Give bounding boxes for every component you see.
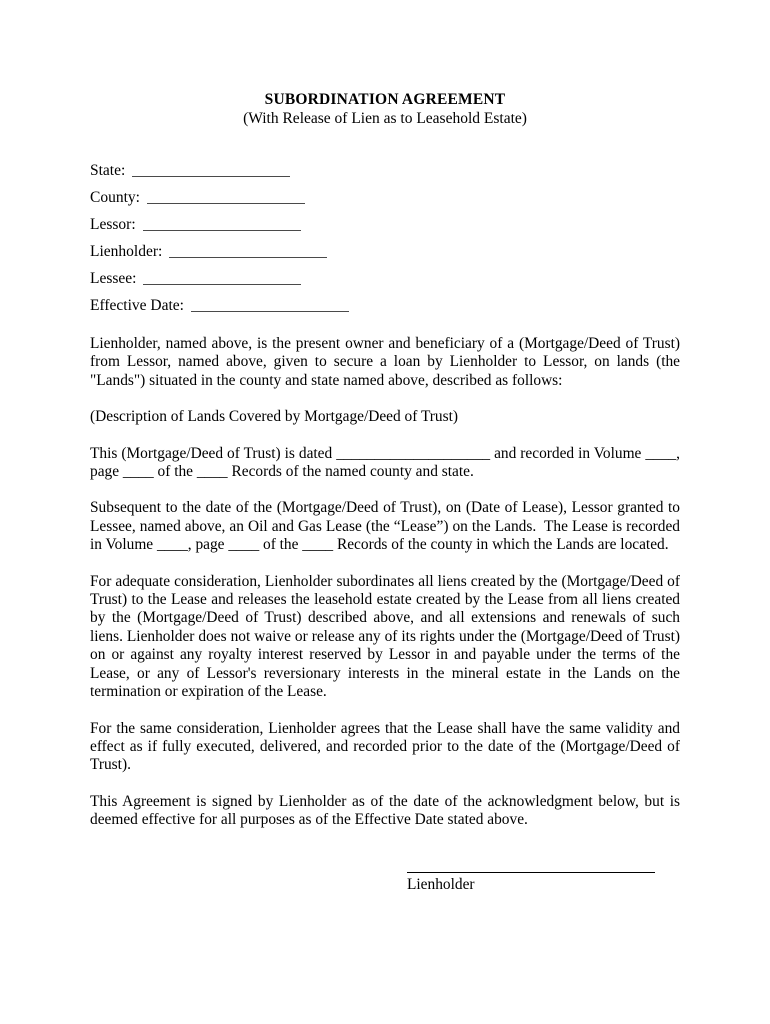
field-row-state bbox=[90, 161, 680, 180]
signature-line[interactable] bbox=[407, 872, 655, 873]
lienholder-label: Lienholder: bbox=[90, 243, 163, 260]
effective-date-label: Effective Date: bbox=[90, 297, 184, 314]
lessor-blank[interactable] bbox=[143, 217, 301, 231]
effective-date-blank[interactable] bbox=[191, 298, 349, 312]
lessee-blank[interactable] bbox=[143, 271, 301, 285]
header-fields bbox=[90, 161, 680, 315]
field-row-lienholder bbox=[90, 242, 680, 261]
signature-block bbox=[407, 872, 655, 894]
lienholder-blank[interactable] bbox=[169, 244, 327, 258]
field-row-lessor bbox=[90, 215, 680, 234]
lessee-label: Lessee: bbox=[90, 270, 137, 287]
paragraph-subordination: For adequate consideration, Lienholder subordinates all liens created by the (Mortgage/Deed of Trust) to the Lease and releases the leasehold estate created by the Lease from all liens created by the (Mortgage/Deed of Trust) described above, and all extensions and renewals of such liens. Lienholder does not waive or release any of its rights under the (Mortgage/Deed of Trust) on or against any royalty interest reserved by Lessor in and payable under the terms of the Lease, or any of Lessor's reversionary interests in the mineral estate in the Lands on the termination or expiration of the Lease. bbox=[90, 572, 680, 701]
signature-label: Lienholder bbox=[407, 875, 475, 893]
paragraph-signed-effective: This Agreement is signed by Lienholder as of the date of the acknowledgment below, but is deemed effective for all purposes as of the Effective Date stated above. bbox=[90, 792, 680, 829]
state-label: State: bbox=[90, 162, 126, 179]
paragraph-mortgage-recorded: This (Mortgage/Deed of Trust) is dated ____________________ and recorded in Volume ____, page ____ of the ____ Records of the named county and state. bbox=[90, 444, 680, 481]
lessor-label: Lessor: bbox=[90, 216, 136, 233]
state-blank[interactable] bbox=[132, 163, 290, 177]
county-blank[interactable] bbox=[147, 190, 305, 204]
field-row-effective-date bbox=[90, 296, 680, 315]
paragraph-same-validity: For the same consideration, Lienholder agrees that the Lease shall have the same validity and effect as if fully executed, delivered, and recorded prior to the date of the (Mortgage/Deed of Trust). bbox=[90, 719, 680, 774]
paragraph-lands-description: (Description of Lands Covered by Mortgage/Deed of Trust) bbox=[90, 408, 459, 426]
document-title: SUBORDINATION AGREEMENT bbox=[264, 91, 506, 108]
field-row-county bbox=[90, 188, 680, 207]
paragraph-lease-granted: Subsequent to the date of the (Mortgage/Deed of Trust), on (Date of Lease), Lessor granted to Lessee, named above, an Oil and Gas Lease (the “Lease”) on the Lands. The Lease is recorded in Volume ____, page ____ of the ____ Records of the county in which the Lands are located. bbox=[90, 499, 680, 554]
county-label: County: bbox=[90, 189, 140, 206]
document-body bbox=[90, 335, 680, 830]
document-subtitle: (With Release of Lien as to Leasehold Estate) bbox=[243, 110, 527, 127]
field-row-lessee bbox=[90, 269, 680, 288]
paragraph-owner-beneficiary: Lienholder, named above, is the present owner and beneficiary of a (Mortgage/Deed of Trust) from Lessor, named above, given to secure a loan by Lienholder to Lessor, on lands (the "Lands") situated in the county and state named above, described as follows: bbox=[90, 335, 680, 389]
